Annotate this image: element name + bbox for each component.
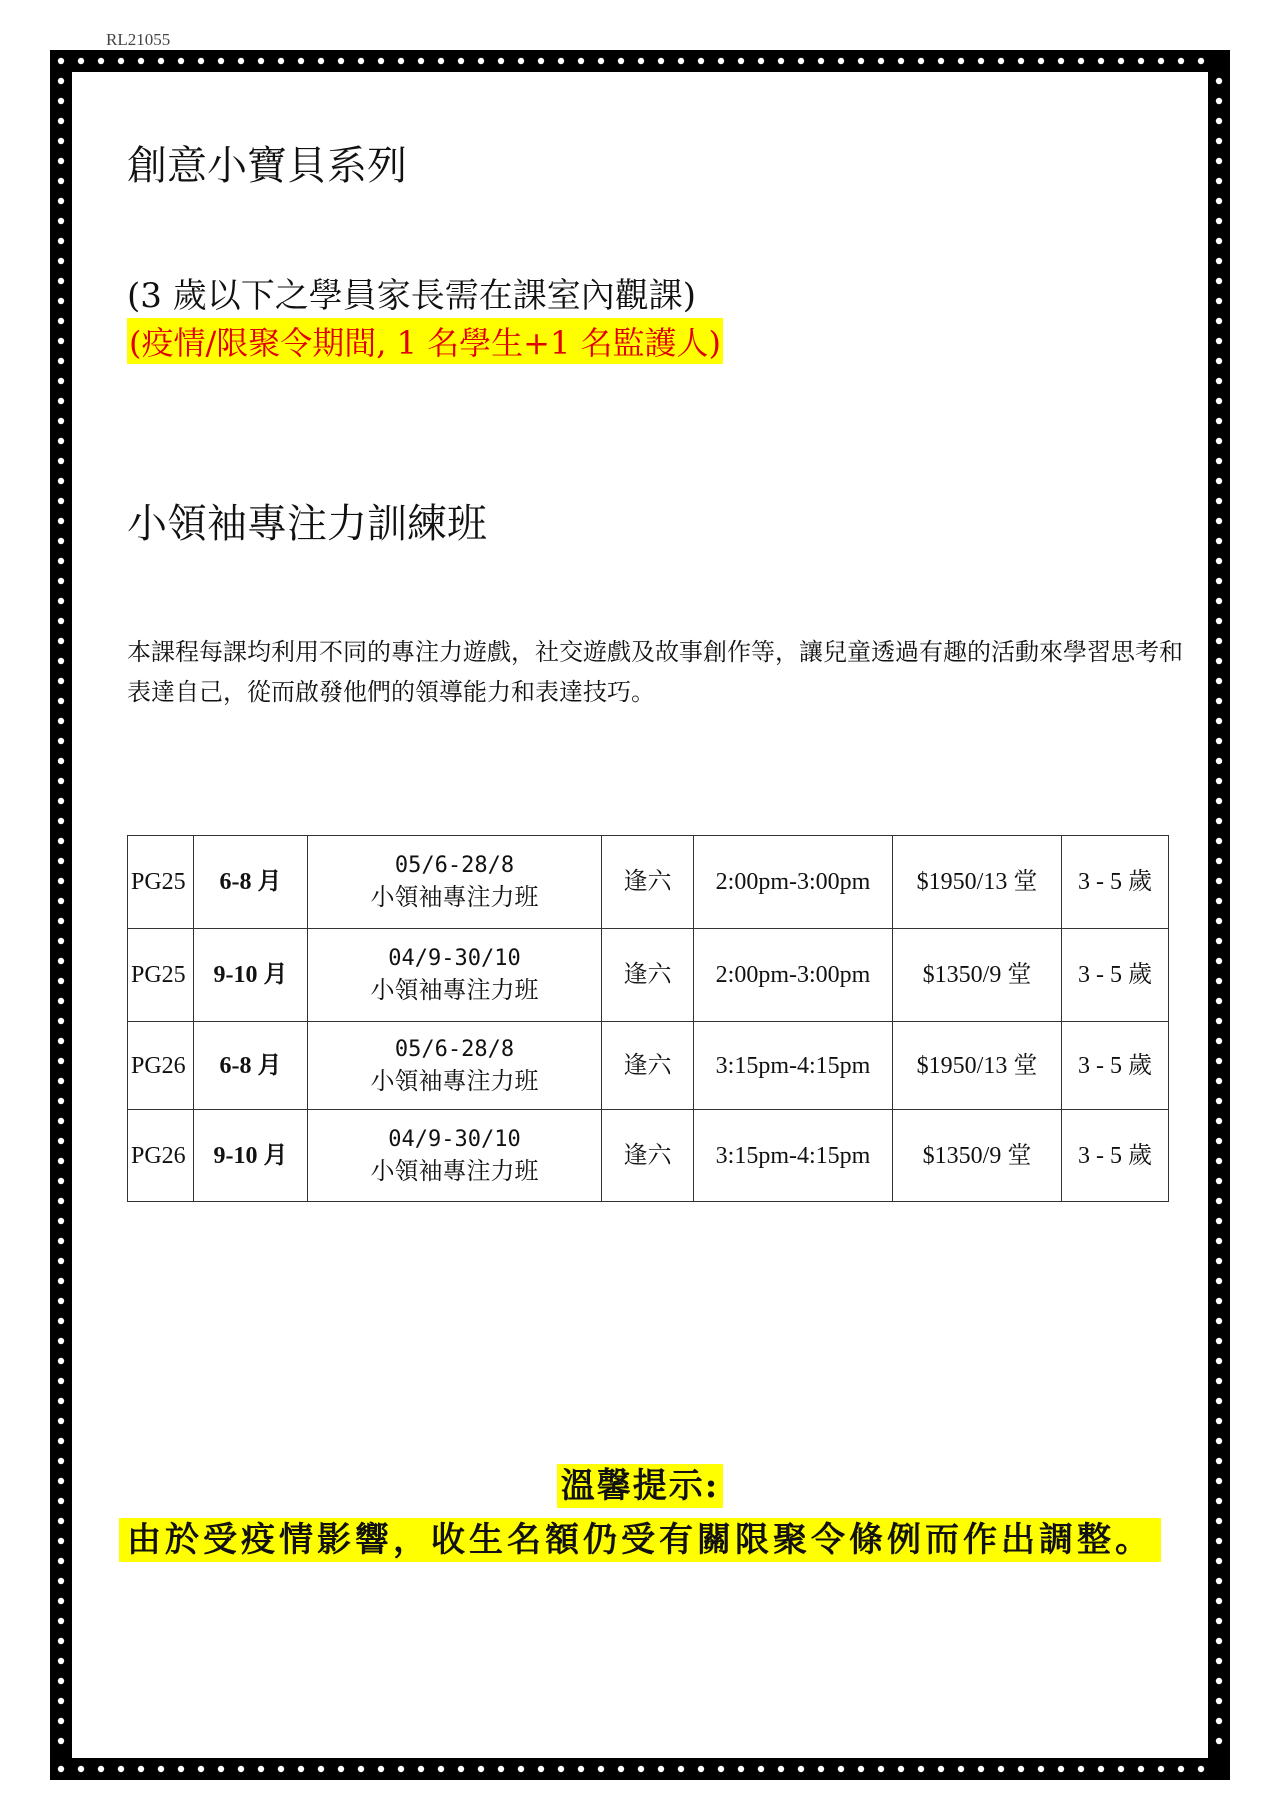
table-row [128, 929, 1169, 1022]
schedule-table [127, 835, 1169, 1202]
tip-heading [72, 1458, 1208, 1507]
fee-cell: $1950/13 堂 [893, 1022, 1062, 1110]
table-row [128, 836, 1169, 929]
tip-message [72, 1512, 1208, 1561]
dates-cell [308, 1110, 602, 1202]
course-name: 小領袖專注力班 [370, 885, 539, 911]
months-cell: 9-10 月 [194, 929, 308, 1022]
day-cell: 逢六 [602, 929, 694, 1022]
course-dates: 05/6-28/8 [394, 853, 515, 878]
course-name: 小領袖專注力班 [370, 1068, 539, 1095]
time-cell: 2:00pm-3:00pm [694, 929, 893, 1022]
fee-cell: $1950/13 堂 [893, 836, 1062, 929]
course-code-cell: PG26 [128, 1110, 194, 1202]
age-cell: 3 - 5 歲 [1062, 1022, 1169, 1110]
fee-cell: $1350/9 堂 [893, 1110, 1062, 1202]
table-row [128, 1022, 1169, 1110]
months-cell: 9-10 月 [194, 1110, 308, 1202]
fee-cell: $1350/9 堂 [893, 929, 1062, 1022]
age-cell: 3 - 5 歲 [1062, 929, 1169, 1022]
time-cell: 2:00pm-3:00pm [694, 836, 893, 929]
series-title: 創意小寶貝系列 [127, 143, 407, 189]
time-cell: 3:15pm-4:15pm [694, 1110, 893, 1202]
parent-observation-note: (3 歲以下之學員家長需在課室內觀課) [127, 276, 696, 316]
tip-heading-text: 溫馨提示: [557, 1464, 724, 1508]
dotted-page-frame [50, 50, 1230, 1780]
covid-restriction-note: (疫情/限聚令期間, 1 名學生+1 名監護人) [127, 318, 723, 364]
dates-cell [308, 1022, 602, 1110]
table-row [128, 1110, 1169, 1202]
months-cell: 6-8 月 [194, 836, 308, 929]
course-code-cell: PG26 [128, 1022, 194, 1110]
course-name: 小領袖專注力班 [370, 1158, 539, 1185]
page-content [72, 72, 1208, 1758]
tip-message-text: 由於受疫情影響，收生名額仍受有關限聚令條例而作出調整。 [119, 1518, 1161, 1562]
course-code-cell: PG25 [128, 929, 194, 1022]
time-cell: 3:15pm-4:15pm [694, 1022, 893, 1110]
dates-cell [308, 929, 602, 1022]
course-dates: 05/6-28/8 [394, 1036, 515, 1062]
course-title: 小領袖專注力訓練班 [127, 501, 487, 547]
day-cell: 逢六 [602, 1022, 694, 1110]
dates-cell [308, 836, 602, 929]
months-cell: 6-8 月 [194, 1022, 308, 1110]
course-dates: 04/9-30/10 [388, 1126, 521, 1152]
day-cell: 逢六 [602, 836, 694, 929]
day-cell: 逢六 [602, 1110, 694, 1202]
age-cell: 3 - 5 歲 [1062, 836, 1169, 929]
age-cell: 3 - 5 歲 [1062, 1110, 1169, 1202]
course-code-cell: PG25 [128, 836, 194, 929]
course-dates: 04/9-30/10 [388, 946, 521, 971]
course-description: 本課程每課均利用不同的專注力遊戲，社交遊戲及故事創作等，讓兒童透過有趣的活動來學習思考和表達自己，從而啟發他們的領導能力和表達技巧。 [127, 638, 1183, 706]
document-code: RL21055 [106, 30, 171, 49]
course-name: 小領袖專注力班 [370, 978, 539, 1004]
